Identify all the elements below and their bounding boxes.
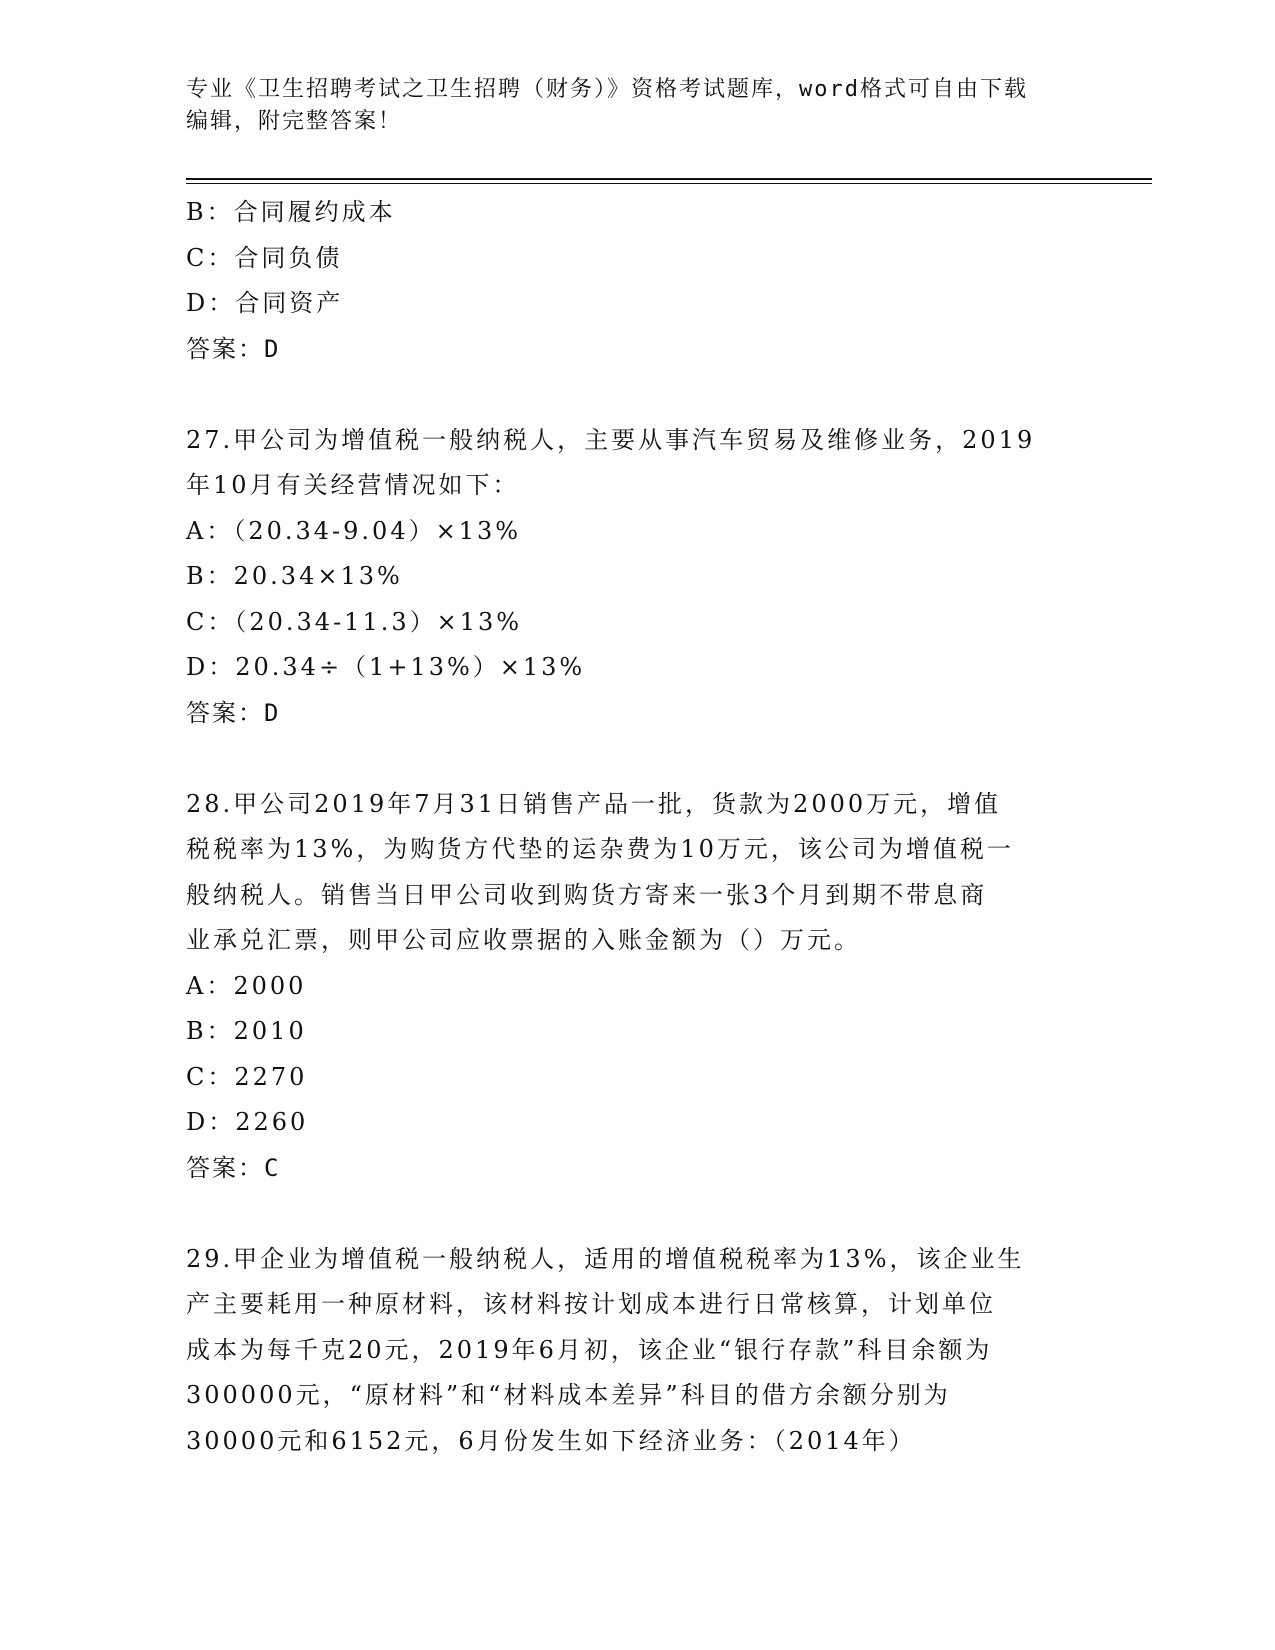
question-text-line: 27.甲公司为增值税一般纳税人，主要从事汽车贸易及维修业务，2019 [186,425,1036,454]
header-rule-thick [186,178,1152,180]
question-text-line: 28.甲公司2019年7月31日销售产品一批，货款为2000万元，增值 [186,789,1002,818]
question-28 [186,782,1106,1192]
document-header [186,74,1066,138]
question-text-line: 税税率为13%，为购货方代垫的运杂费为10万元，该公司为增值税一 [186,835,1014,863]
question-29 [186,1237,1106,1465]
option-b: B：20.34×13% [186,562,403,590]
header-line-1: 专业《卫生招聘考试之卫生招聘（财务）》资格考试题库，word格式可自由下载 [186,77,1028,102]
header-rule-thin [186,183,1152,184]
question-text-line: 29.甲企业为增值税一般纳税人，适用的增值税税率为13%，该企业生 [186,1244,1025,1273]
option-d: D：20.34÷（1+13%）×13% [186,653,586,681]
option-d: D：2260 [186,1108,309,1136]
answer: 答案：D [186,698,281,727]
question-text-line: 成本为每千克20元，2019年6月初，该企业“银行存款”科目余额为 [186,1335,993,1364]
question-text-line: 30000元和6152元，6月份发生如下经济业务：（2014年） [186,1426,916,1455]
option-c: C：（20.34-11.3）×13% [186,607,523,636]
answer: 答案：C [186,1153,281,1182]
header-line-2: 编辑，附完整答案！ [186,109,403,134]
document-body [186,190,1106,1464]
option-a: A：（20.34-9.04）×13% [186,516,522,545]
option-d: D：合同资产 [186,289,344,317]
option-a: A：2000 [186,971,307,1000]
option-c: C：合同负债 [186,243,343,272]
question-27 [186,418,1106,737]
question-26 [186,190,1106,372]
question-text-line: 产主要耗用一种原材料，该材料按计划成本进行日常核算，计划单位 [186,1290,996,1318]
question-text-line: 年10月有关经营情况如下： [186,471,520,499]
question-text-line: 300000元，“原材料”和“材料成本差异”科目的借方余额分别为 [186,1381,951,1409]
option-b: B：2010 [186,1017,307,1045]
answer: 答案：D [186,334,281,363]
option-c: C：2270 [186,1062,308,1091]
question-text-line: 般纳税人。销售当日甲公司收到购货方寄来一张3个月到期不带息商 [186,880,988,909]
question-text-line: 业承兑汇票，则甲公司应收票据的入账金额为（）万元。 [186,926,861,954]
option-b: B：合同履约成本 [186,198,396,226]
